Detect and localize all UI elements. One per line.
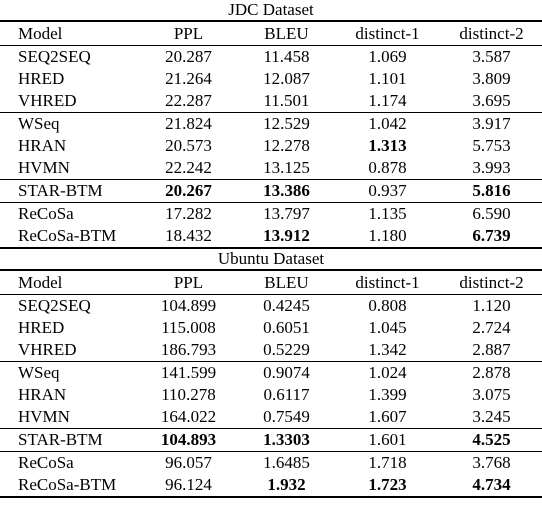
metric-cell: 104.899 [138,295,239,318]
metric-cell: 3.809 [472,69,511,88]
metric-cell: 22.287 [165,91,212,110]
metric-cell: 12.278 [263,136,310,155]
metric-cell: 1.135 [334,203,441,226]
metric-cell: 13.912 [239,225,334,248]
table-row [0,113,542,136]
metric-cell: 96.057 [138,452,239,475]
metric-cell: 22.242 [165,158,212,177]
column-header: BLEU [239,270,334,295]
column-header: Model [0,270,138,295]
column-header: distinct-2 [441,270,542,295]
metric-cell: 20.573 [165,136,212,155]
table-row [0,317,542,339]
metric-cell: 12.087 [263,69,310,88]
table-row [0,90,542,113]
table-row [0,180,542,203]
table-row [0,362,542,385]
metric-cell: 4.734 [441,474,542,497]
metric-cell: 186.793 [160,340,217,359]
metric-cell: 11.458 [239,46,334,69]
metric-cell: 3.695 [472,91,511,110]
metric-cell: 13.125 [263,158,310,177]
table-row [0,384,542,406]
column-header: distinct-2 [441,21,542,46]
metric-cell: 1.174 [368,91,407,110]
metric-cell: 104.893 [138,429,239,452]
table-row [0,135,542,157]
model-name-cell: VHRED [18,91,77,110]
metric-cell: 1.042 [334,113,441,136]
metric-cell: 3.993 [472,158,511,177]
header-row [0,21,542,46]
column-header: distinct-1 [334,270,441,295]
metric-cell: 1.718 [334,452,441,475]
model-name-cell: HVMN [18,407,70,426]
metric-cell: 1.3303 [239,429,334,452]
metric-cell: 1.342 [368,340,407,359]
metric-cell: 1.045 [368,318,407,337]
column-header: PPL [138,270,239,295]
table-row [0,474,542,497]
metric-cell: 1.313 [368,136,407,155]
metric-cell: 0.7549 [263,407,310,426]
metric-cell: 115.008 [161,318,216,337]
metric-cell: 20.287 [138,46,239,69]
metric-cell: 11.501 [263,91,310,110]
metric-cell: 1.6485 [239,452,334,475]
metric-cell: 21.264 [165,69,212,88]
table-title: Ubuntu Dataset [217,249,325,268]
table-row [0,406,542,429]
metric-cell: 2.887 [472,340,511,359]
table-row [0,203,542,226]
model-name-cell: SEQ2SEQ [0,46,138,69]
metric-cell: 0.5229 [263,340,310,359]
model-name-cell: WSeq [0,362,138,385]
results-table [0,269,542,498]
metric-cell: 5.816 [441,180,542,203]
column-header: distinct-1 [334,21,441,46]
metric-cell: 164.022 [160,407,217,426]
header-row [0,270,542,295]
results-table [0,20,542,249]
table-row [0,225,542,248]
metric-cell: 0.9074 [239,362,334,385]
model-name-cell: SEQ2SEQ [0,295,138,318]
metric-cell: 0.6051 [263,318,310,337]
metric-cell: 5.753 [472,136,511,155]
metric-cell: 4.525 [441,429,542,452]
metric-cell: 96.124 [138,474,239,497]
metric-cell: 3.587 [441,46,542,69]
table-row [0,157,542,180]
metric-cell: 141.599 [138,362,239,385]
table-row [0,68,542,90]
model-name-cell: WSeq [0,113,138,136]
metric-cell: 21.824 [138,113,239,136]
model-name-cell: HRAN [18,136,67,155]
metric-cell: 12.529 [239,113,334,136]
column-header: Model [0,21,138,46]
metric-cell: 3.245 [472,407,511,426]
model-name-cell: HRAN [18,385,67,404]
metric-cell: 2.724 [472,318,511,337]
metric-cell: 1.180 [334,225,441,248]
metric-cell: 1.723 [334,474,441,497]
metric-cell: 1.101 [368,69,407,88]
table-row [0,429,542,452]
metric-cell: 1.399 [368,385,407,404]
model-name-cell: VHRED [18,340,77,359]
metric-cell: 0.878 [368,158,407,177]
model-name-cell: ReCoSa [0,203,138,226]
table-row [0,46,542,69]
metric-cell: 3.768 [441,452,542,475]
metric-cell: 18.432 [138,225,239,248]
metric-cell: 0.808 [334,295,441,318]
model-name-cell: HVMN [18,158,70,177]
table-row [0,452,542,475]
model-name-cell: STAR-BTM [0,180,138,203]
table-row [0,339,542,362]
metric-cell: 0.4245 [239,295,334,318]
model-name-cell: ReCoSa-BTM [0,474,138,497]
model-name-cell: HRED [18,318,65,337]
column-header: PPL [138,21,239,46]
model-name-cell: STAR-BTM [0,429,138,452]
model-name-cell: ReCoSa [0,452,138,475]
model-name-cell: HRED [18,69,65,88]
metric-cell: 1.024 [334,362,441,385]
model-name-cell: ReCoSa-BTM [0,225,138,248]
metric-cell: 2.878 [441,362,542,385]
table-row [0,295,542,318]
metric-cell: 3.075 [472,385,511,404]
column-header: BLEU [239,21,334,46]
metric-cell: 20.267 [138,180,239,203]
metric-cell: 13.386 [239,180,334,203]
metric-cell: 110.278 [161,385,216,404]
metric-cell: 17.282 [138,203,239,226]
metric-cell: 1.932 [239,474,334,497]
metric-cell: 3.917 [441,113,542,136]
metric-cell: 0.937 [334,180,441,203]
metric-cell: 1.601 [334,429,441,452]
table-title: JDC Dataset [228,0,314,19]
metric-cell: 1.069 [334,46,441,69]
metric-cell: 1.120 [441,295,542,318]
metric-cell: 0.6117 [263,385,310,404]
metric-cell: 6.590 [441,203,542,226]
metric-cell: 1.607 [368,407,407,426]
metric-cell: 13.797 [239,203,334,226]
metric-cell: 6.739 [441,225,542,248]
